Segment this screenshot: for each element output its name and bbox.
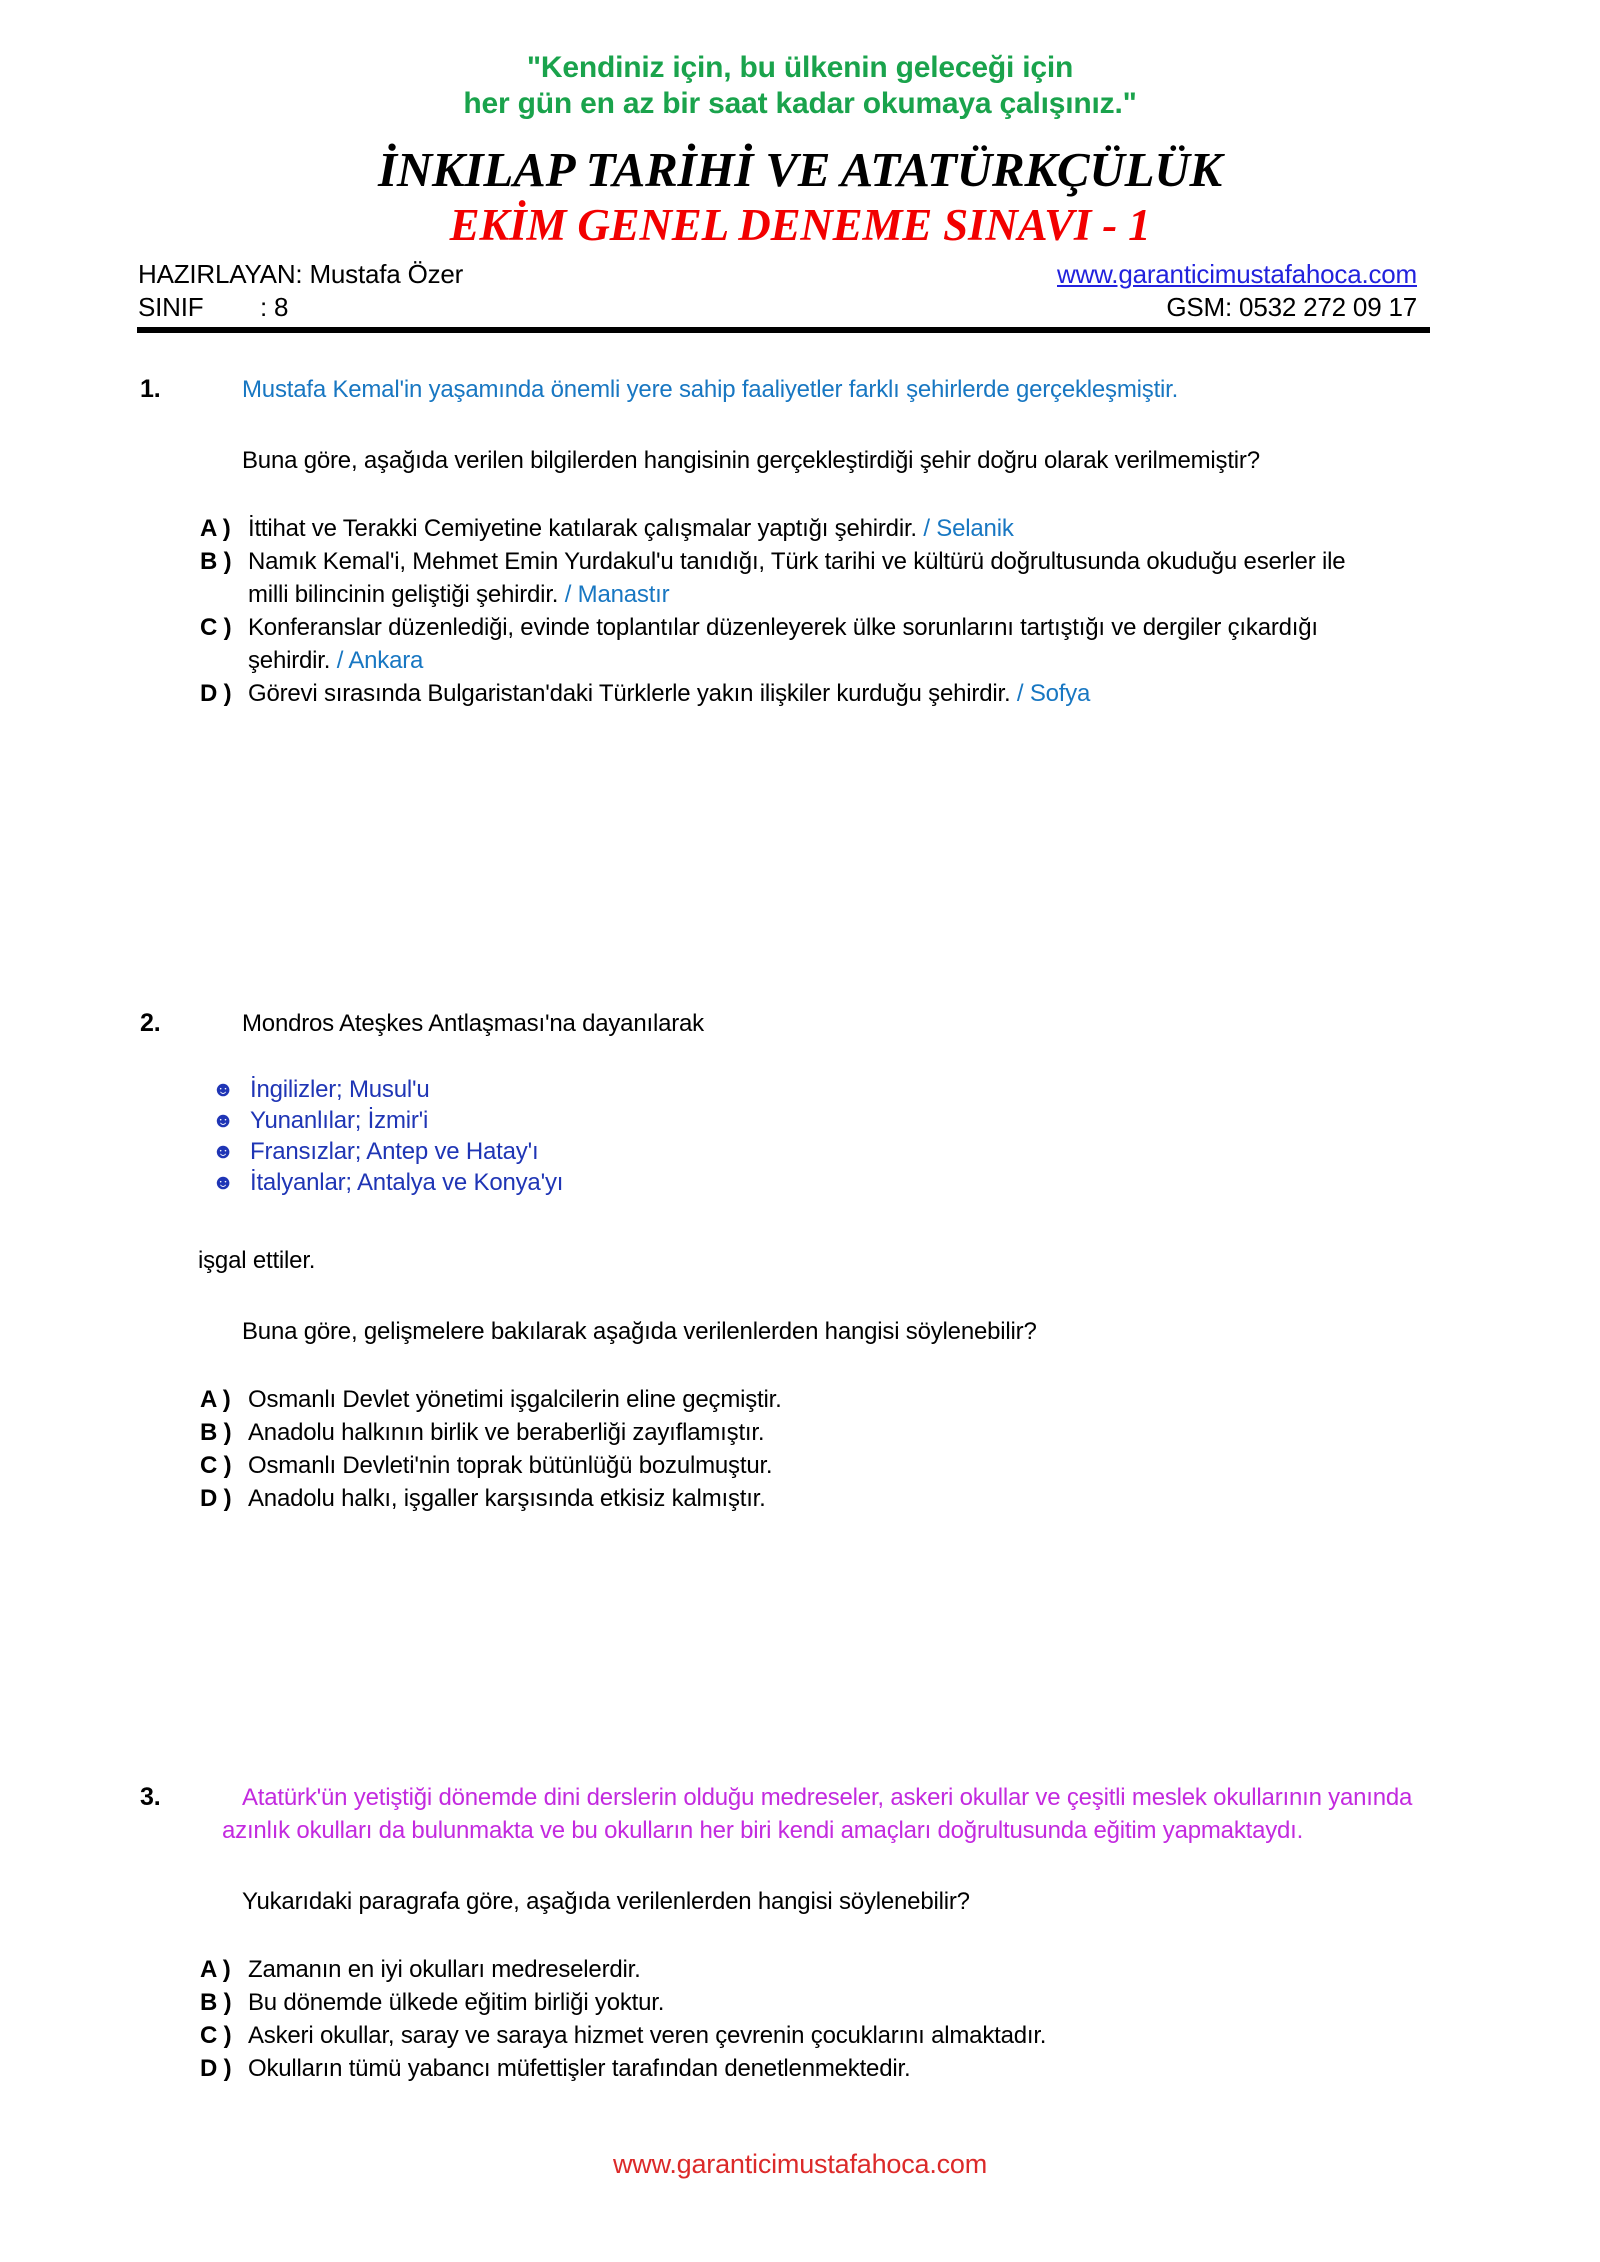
option-letter: D )	[200, 2055, 232, 2082]
question-1-prompt: Buna göre, aşağıda verilen bilgilerden hangisinin gerçekleştirdiği şehir doğru olarak verilmemiştir?	[242, 447, 1260, 474]
option-letter: A )	[200, 1386, 231, 1413]
question-3-number: 3.	[140, 1783, 161, 1811]
class-value: : 8	[260, 292, 289, 322]
smiley-bullet-icon: ☻	[212, 1140, 234, 1163]
exam-subtitle: EKİM GENEL DENEME SINAVI - 1	[449, 200, 1151, 250]
class-info	[138, 291, 288, 324]
option-row-d	[200, 2052, 1600, 2085]
question-1-number: 1.	[140, 375, 161, 403]
question-3-options	[200, 1953, 1600, 2085]
option-body	[248, 512, 1368, 545]
gsm-number: GSM: 0532 272 09 17	[1166, 292, 1417, 322]
info-row-2	[138, 291, 1417, 324]
option-text: Konferanslar düzenlediği, evinde toplantılar düzenleyerek ülke sorunlarını tartıştığı ve dergiler çıkardığı şehirdir.	[248, 614, 1318, 674]
option-letter: C )	[200, 2022, 232, 2049]
option-answer: / Ankara	[336, 647, 424, 674]
option-row-a	[200, 1383, 1600, 1416]
option-row-d	[200, 1482, 1600, 1515]
option-letter: D )	[200, 680, 232, 707]
bullet-text: İngilizler; Musul'u	[250, 1076, 430, 1103]
bullet-text: Fransızlar; Antep ve Hatay'ı	[250, 1138, 539, 1165]
option-row-a	[200, 1953, 1600, 1986]
question-2-closing: işgal ettiler.	[198, 1247, 316, 1274]
question-2-intro: Mondros Ateşkes Antlaşması'na dayanılarak	[242, 1010, 704, 1037]
question-1-options	[200, 512, 1600, 710]
option-row-b	[200, 1986, 1600, 2019]
bullet-item	[212, 1105, 1600, 1136]
prepared-by-label: HAZIRLAYAN	[138, 259, 296, 289]
option-text: Zamanın en iyi okulları medreselerdir.	[248, 1956, 641, 1983]
option-body	[248, 611, 1368, 677]
option-text: Askeri okullar, saray ve saraya hizmet veren çevrenin çocuklarını almaktadır.	[248, 2022, 1047, 2049]
bullet-text: İtalyanlar; Antalya ve Konya'yı	[250, 1169, 564, 1196]
question-3-intro: Atatürk'ün yetiştiği dönemde dini derslerin olduğu medreseler, askeri okullar ve çeşitli meslek okullarının yanında azınlık okulları da bulunmakta ve bu okulların her biri kendi amaçları doğrultusunda eğitim yapmaktaydı.	[222, 1784, 1413, 1844]
option-answer: / Selanik	[923, 515, 1014, 542]
question-2	[0, 1007, 1600, 1515]
header-divider	[137, 327, 1430, 333]
option-text: Namık Kemal'i, Mehmet Emin Yurdakul'u tanıdığı, Türk tarihi ve kültürü doğrultusunda okuduğu eserler ile milli bilincinin geliştiği şehirdir.	[248, 548, 1346, 608]
question-3-prompt: Yukarıdaki paragrafa göre, aşağıda verilenlerden hangisi söylenebilir?	[242, 1888, 970, 1915]
option-text: Osmanlı Devlet yönetimi işgalcilerin eline geçmiştir.	[248, 1386, 782, 1413]
website-link[interactable]: www.garanticimustafahoca.com	[1057, 259, 1417, 289]
option-letter: C )	[200, 1452, 232, 1479]
class-label: SINIF	[138, 292, 204, 322]
prepared-by-value: : Mustafa Özer	[295, 259, 464, 289]
question-3	[0, 1781, 1600, 2085]
option-row-b	[200, 1416, 1600, 1449]
footer-website-link[interactable]: www.garanticimustafahoca.com	[612, 2149, 988, 2179]
header-quote	[0, 0, 1600, 122]
quote-line-2: her gün en az bir saat kadar okumaya çalışınız."	[463, 87, 1137, 120]
option-letter: B )	[200, 1989, 232, 2016]
option-letter: B )	[200, 548, 232, 575]
option-text: Anadolu halkının birlik ve beraberliği zayıflamıştır.	[248, 1419, 765, 1446]
option-letter: C )	[200, 614, 232, 641]
smiley-bullet-icon: ☻	[212, 1109, 234, 1132]
question-2-prompt: Buna göre, gelişmelere bakılarak aşağıda verilenlerden hangisi söylenebilir?	[242, 1318, 1037, 1345]
option-letter: A )	[200, 1956, 231, 1983]
bullet-item	[212, 1074, 1600, 1105]
bullet-text: Yunanlılar; İzmir'i	[250, 1107, 429, 1134]
option-letter: A )	[200, 515, 231, 542]
option-row-c	[200, 1449, 1600, 1482]
option-body	[248, 545, 1368, 611]
option-row-c	[200, 611, 1600, 677]
question-1-intro: Mustafa Kemal'in yaşamında önemli yere sahip faaliyetler farklı şehirlerde gerçekleşmiştir.	[242, 376, 1179, 403]
option-text: Okulların tümü yabancı müfettişler tarafından denetlenmektedir.	[248, 2055, 911, 2082]
option-text: Bu dönemde ülkede eğitim birliği yoktur.	[248, 1989, 665, 2016]
option-letter: D )	[200, 1485, 232, 1512]
prepared-by	[138, 258, 463, 291]
option-row-d	[200, 677, 1600, 710]
option-letter: B )	[200, 1419, 232, 1446]
bullet-item	[212, 1136, 1600, 1167]
smiley-bullet-icon: ☻	[212, 1078, 234, 1101]
smiley-bullet-icon: ☻	[212, 1171, 234, 1194]
option-answer: / Manastır	[564, 581, 670, 608]
option-row-b	[200, 545, 1600, 611]
option-text: Anadolu halkı, işgaller karşısında etkisiz kalmıştır.	[248, 1485, 766, 1512]
question-2-number: 2.	[140, 1009, 161, 1037]
option-text: Osmanlı Devleti'nin toprak bütünlüğü bozulmuştur.	[248, 1452, 773, 1479]
question-2-options	[200, 1383, 1600, 1515]
info-row-1	[138, 258, 1417, 291]
option-row-a	[200, 512, 1600, 545]
option-answer: / Sofya	[1016, 680, 1091, 707]
info-block	[138, 258, 1417, 324]
question-2-bullet-list	[212, 1074, 1600, 1198]
option-row-c	[200, 2019, 1600, 2052]
quote-line-1: "Kendiniz için, bu ülkenin geleceği için	[526, 51, 1074, 84]
option-text: İttihat ve Terakki Cemiyetine katılarak çalışmalar yaptığı şehirdir.	[248, 515, 917, 542]
question-1	[0, 373, 1600, 710]
exam-title: İNKILAP TARİHİ VE ATATÜRKÇÜLÜK	[377, 142, 1222, 197]
option-text: Görevi sırasında Bulgaristan'daki Türklerle yakın ilişkiler kurduğu şehirdir.	[248, 680, 1011, 707]
bullet-item	[212, 1167, 1600, 1198]
option-body	[248, 677, 1368, 710]
